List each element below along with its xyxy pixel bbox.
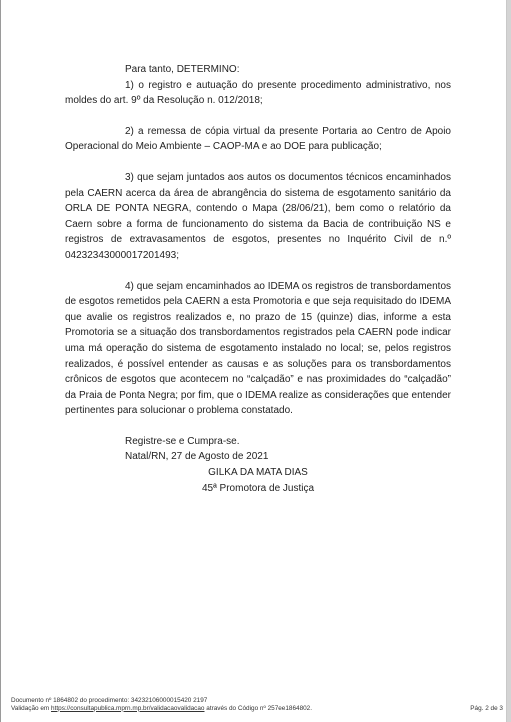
signature-block (65, 465, 451, 496)
signer-title: 45ª Promotora de Justiça (201, 482, 315, 494)
opening-statement: Para tanto, DETERMINO: (125, 64, 240, 75)
item-1: 1) o registro e autuação do presente procedimento administrativo, nos moldes do art. 9º da Resolução n. 012/2018; (65, 79, 451, 107)
item-4: 4) que sejam encaminhados ao IDEMA os registros de transbordamentos de esgotos remetidos pela CAERN a esta Promotoria e que seja requisitado do IDEMA que avalie os registros realizados e, no prazo de 15 (quinze) dias, informe a esta Promotoria se a situação dos transbordamentos registrados pela CAERN pode indicar uma má operação do sistema de esgotamento instalado no local; se, pelos registros realizados, é possível entender as causas e as soluções para os transbordamentos crônicos de esgotos que acontecem no “calçadão” e nas proximidades do “calçadão” da Praia de Ponta Negra; por fim, que o IDEMA realize as considerações que entender pertinentes para solucionar o problema constatado. (65, 280, 451, 417)
closing-statement: Registre-se e Cumpra-se. (125, 435, 240, 447)
footer-validation (11, 705, 503, 713)
footer-validation-suffix: através do Código nº 257ee1864802. (204, 704, 313, 712)
place-date: Natal/RN, 27 de Agosto de 2021 (125, 451, 269, 463)
viewer-scrollbar[interactable] (507, 0, 511, 722)
page-number: Pág. 2 de 3 (470, 704, 503, 712)
document-footer (11, 697, 503, 712)
signer-name: GILKA DA MATA DIAS (208, 467, 308, 479)
footer-document-id: Documento nº 1864802 do procedimento: 34232106000015420 2197 (11, 697, 208, 704)
validation-link[interactable]: https://consultapublica.mprn.mp.br/validacaovalidacao (51, 704, 205, 712)
item-3: 3) que sejam juntados aos autos os documentos técnicos encaminhados pela CAERN acerca da área de abrangência do sistema de esgotamento sanitário da ORLA DE PONTA NEGRA, contendo o Mapa (28/06/21), bem como o relatório da Caern sobre a forma de funcionamento do sistema da Bacia de contribuição NS e registros de extravasamentos de esgotos, presentes no Inquérito Civil de n.º 04232343000017201493; (65, 171, 451, 261)
footer-validation-prefix: Validação em (11, 704, 52, 712)
item-2: 2) a remessa de cópia virtual da presente Portaria ao Centro de Apoio Operacional do Meio Ambiente – CAOP-MA e ao DOE para publicação; (65, 125, 451, 153)
document-body (65, 62, 451, 496)
